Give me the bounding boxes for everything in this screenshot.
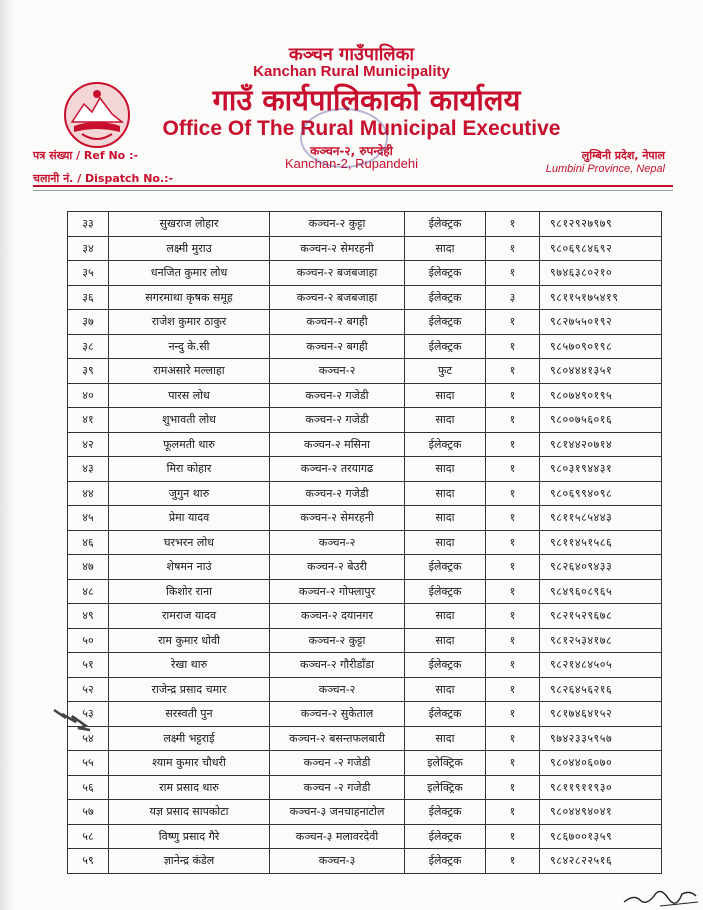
address-cell: कञ्चन-३ मलावरदेवी	[270, 824, 405, 849]
address-en: Kanchan-2, Rupandehi	[285, 156, 418, 171]
quantity-cell: १	[486, 359, 540, 384]
quantity-cell: १	[486, 506, 540, 531]
row-number-cell: ४२	[68, 432, 109, 457]
quantity-cell: १	[486, 653, 540, 678]
name-cell: लक्ष्मी मुराउ	[109, 236, 270, 261]
phone-cell: ९८०४४९४०४१	[540, 800, 662, 825]
phone-cell: ९८०६९८४६९२	[540, 236, 662, 261]
phone-cell: ९८०६९९४०९८	[540, 481, 662, 506]
name-cell: लक्ष्मी भट्टराई	[109, 726, 270, 751]
type-cell: फुट	[405, 359, 486, 384]
type-cell: सादा	[405, 236, 486, 261]
table-row	[68, 604, 662, 629]
quantity-cell: १	[486, 261, 540, 286]
row-number-cell: ५०	[68, 628, 109, 653]
table-row	[68, 849, 662, 874]
row-number-cell: ४५	[68, 506, 109, 531]
table-row	[68, 579, 662, 604]
type-cell: सादा	[405, 457, 486, 482]
type-cell: ईलेक्ट्रक	[405, 824, 486, 849]
quantity-cell: १	[486, 334, 540, 359]
address-cell: कञ्चन-२ सुकेताल	[270, 702, 405, 727]
address-cell: कञ्चन-२ दयानगर	[270, 604, 405, 629]
type-cell: इलेक्ट्रिक	[405, 751, 486, 776]
type-cell: ईलेक्ट्रक	[405, 432, 486, 457]
phone-cell: ९८१७४६४१५२	[540, 702, 662, 727]
name-cell: सुखराज लोहार	[109, 212, 270, 237]
name-cell: शेषमन नाउं	[109, 555, 270, 580]
type-cell: ईलेक्ट्रक	[405, 261, 486, 286]
row-number-cell: ५५	[68, 751, 109, 776]
table-row	[68, 726, 662, 751]
quantity-cell: १	[486, 457, 540, 482]
phone-cell: ९८१२५३४१७८	[540, 628, 662, 653]
name-cell: धनजित कुमार लोध	[109, 261, 270, 286]
quantity-cell: १	[486, 555, 540, 580]
name-cell: सगरमाथा कृषक समूह	[109, 285, 270, 310]
row-number-cell: ४९	[68, 604, 109, 629]
name-cell: सरस्वती पुन	[109, 702, 270, 727]
quantity-cell: १	[486, 530, 540, 555]
name-cell: पारस लोध	[109, 383, 270, 408]
type-cell: सादा	[405, 530, 486, 555]
name-cell: फूलमती थारु	[109, 432, 270, 457]
row-number-cell: ४८	[68, 579, 109, 604]
address-cell: कञ्चन-२ बसन्तफलबारी	[270, 726, 405, 751]
province-en: Lumbini Province, Nepal	[545, 163, 665, 175]
quantity-cell: १	[486, 604, 540, 629]
name-cell: मिरा कोहार	[109, 457, 270, 482]
address-cell: कञ्चन-३ जनचाहनाटोल	[270, 800, 405, 825]
phone-cell: ९८४२८२२५१६	[540, 849, 662, 874]
row-number-cell: ४३	[68, 457, 109, 482]
table-row	[68, 555, 662, 580]
name-cell: यज्ञ प्रसाद सापकोटा	[109, 800, 270, 825]
municipality-name-np: कञ्चन गाउँपालिका	[288, 44, 415, 65]
phone-cell: ९८४९६०८९६५	[540, 579, 662, 604]
table-row	[68, 530, 662, 555]
phone-cell: ९८०४४४१३५१	[540, 359, 662, 384]
type-cell: ईलेक्ट्रक	[405, 212, 486, 237]
phone-cell: ९८१२९२७९७९	[540, 212, 662, 237]
phone-cell: ९८११९११९३०	[540, 775, 662, 800]
quantity-cell: १	[486, 579, 540, 604]
row-number-cell: ३३	[68, 212, 109, 237]
type-cell: ईलेक्ट्रक	[405, 849, 486, 874]
name-cell: ज्ञानेन्द्र कंडेल	[109, 849, 270, 874]
row-number-cell: ५६	[68, 775, 109, 800]
row-number-cell: ५३	[68, 702, 109, 727]
phone-cell: ९८२१५२९६७८	[540, 604, 662, 629]
quantity-cell: १	[486, 628, 540, 653]
quantity-cell: १	[486, 800, 540, 825]
type-cell: सादा	[405, 628, 486, 653]
name-cell: राजेश कुमार ठाकुर	[109, 310, 270, 335]
address-cell: कञ्चन-२ गजेडी	[270, 383, 405, 408]
phone-cell: ९८२६४५६२१६	[540, 677, 662, 702]
quantity-cell: १	[486, 408, 540, 433]
quantity-cell: १	[486, 236, 540, 261]
table-row	[68, 310, 662, 335]
address-cell: कञ्चन-२ गजेडी	[270, 481, 405, 506]
dispatch-no-label: चलानी नं. / Dispatch No.:-	[33, 172, 174, 185]
address-cell: कञ्चन-२ कुट्टा	[270, 212, 405, 237]
name-cell: घरभरन लोध	[109, 530, 270, 555]
phone-cell: ९८२६४०९४३३	[540, 555, 662, 580]
ref-no-label: पत्र संख्या / Ref No :-	[33, 149, 139, 162]
name-cell: विष्णु प्रसाद गैरे	[109, 824, 270, 849]
name-cell: रामराज यादव	[109, 604, 270, 629]
address-cell: कञ्चन-२ गजेडी	[270, 408, 405, 433]
name-cell: प्रेमा यादव	[109, 506, 270, 531]
phone-cell: ९७४२३३५९५७	[540, 726, 662, 751]
office-title-np: गाउँ कार्यपालिकाको कार्यालय	[212, 83, 521, 117]
table-row	[68, 824, 662, 849]
row-number-cell: ४६	[68, 530, 109, 555]
table-row	[68, 212, 662, 237]
table-row	[68, 285, 662, 310]
province-np: लुम्बिनी प्रदेश, नेपाल	[581, 149, 665, 162]
address-cell: कञ्चन -२ गजेडी	[270, 751, 405, 776]
row-number-cell: ५२	[68, 677, 109, 702]
phone-cell: ९८५७०९०१९८	[540, 334, 662, 359]
table-row	[68, 702, 662, 727]
table-row	[68, 775, 662, 800]
type-cell: इलेक्ट्रिक	[405, 775, 486, 800]
name-cell: जुगुन थारु	[109, 481, 270, 506]
type-cell: सादा	[405, 677, 486, 702]
ink-smudge	[52, 704, 92, 732]
row-number-cell: ५७	[68, 800, 109, 825]
address-cell: कञ्चन-२	[270, 677, 405, 702]
table-row	[68, 236, 662, 261]
row-number-cell: ३९	[68, 359, 109, 384]
quantity-cell: १	[486, 849, 540, 874]
quantity-cell: १	[486, 383, 540, 408]
type-cell: ईलेक्ट्रक	[405, 310, 486, 335]
row-number-cell: ३५	[68, 261, 109, 286]
row-number-cell: ५१	[68, 653, 109, 678]
address-cell: कञ्चन-२ गौरीडाँडा	[270, 653, 405, 678]
type-cell: सादा	[405, 506, 486, 531]
address-cell: कञ्चन-२ सेमरहनी	[270, 236, 405, 261]
name-cell: राम कुमार धोवी	[109, 628, 270, 653]
address-cell: कञ्चन-२ तरयागढ	[270, 457, 405, 482]
table-row	[68, 457, 662, 482]
phone-cell: ९८००७५६०१६	[540, 408, 662, 433]
name-cell: किशोर राना	[109, 579, 270, 604]
header-rule-red	[33, 185, 673, 187]
office-stamp	[300, 108, 388, 168]
row-number-cell: ५४	[68, 726, 109, 751]
address-cell: कञ्चन-३	[270, 849, 405, 874]
name-cell: राजेन्द्र प्रसाद चमार	[109, 677, 270, 702]
phone-cell: ९८२७५५०१९२	[540, 310, 662, 335]
name-cell: रेखा थारु	[109, 653, 270, 678]
row-number-cell: ४७	[68, 555, 109, 580]
phone-cell: ९८१४४२०७१४	[540, 432, 662, 457]
type-cell: सादा	[405, 481, 486, 506]
type-cell: सादा	[405, 383, 486, 408]
row-number-cell: ३८	[68, 334, 109, 359]
type-cell: सादा	[405, 408, 486, 433]
beneficiary-table	[67, 211, 662, 874]
address-cell: कञ्चन-२ बजबजाहा	[270, 285, 405, 310]
table-row	[68, 408, 662, 433]
type-cell: ईलेक्ट्रक	[405, 800, 486, 825]
name-cell: नन्दु के.सी	[109, 334, 270, 359]
phone-cell: ९८११५८५४४३	[540, 506, 662, 531]
address-cell: कञ्चन-२	[270, 530, 405, 555]
type-cell: सादा	[405, 604, 486, 629]
type-cell: ईलेक्ट्रक	[405, 555, 486, 580]
address-cell: कञ्चन-२ बगही	[270, 334, 405, 359]
type-cell: सादा	[405, 726, 486, 751]
phone-cell: ९८६७००१३५९	[540, 824, 662, 849]
office-title-en: Office Of The Rural Municipal Executive	[162, 117, 561, 140]
type-cell: ईलेक्ट्रक	[405, 579, 486, 604]
address-cell: कञ्चन-२ कुट्टा	[270, 628, 405, 653]
phone-cell: ९८०७४९०१९५	[540, 383, 662, 408]
header-rule-grey	[33, 190, 673, 191]
row-number-cell: ३४	[68, 236, 109, 261]
address-np: कञ्चन-२, रुपन्देही	[310, 144, 393, 158]
table-row	[68, 628, 662, 653]
table-row	[68, 334, 662, 359]
address-cell: कञ्चन-२ बजबजाहा	[270, 261, 405, 286]
table-row	[68, 677, 662, 702]
type-cell: ईलेक्ट्रक	[405, 285, 486, 310]
address-cell: कञ्चन-२ मसिना	[270, 432, 405, 457]
name-cell: शुभावती लोध	[109, 408, 270, 433]
row-number-cell: ४४	[68, 481, 109, 506]
row-number-cell: ५९	[68, 849, 109, 874]
row-number-cell: ३६	[68, 285, 109, 310]
table-row	[68, 751, 662, 776]
row-number-cell: ५८	[68, 824, 109, 849]
table-row	[68, 653, 662, 678]
municipality-name-en: Kanchan Rural Municipality	[253, 63, 450, 80]
quantity-cell: १	[486, 481, 540, 506]
address-cell: कञ्चन-२	[270, 359, 405, 384]
address-cell: कञ्चन-२ बेउरी	[270, 555, 405, 580]
quantity-cell: १	[486, 432, 540, 457]
name-cell: श्याम कुमार चौधरी	[109, 751, 270, 776]
quantity-cell: ३	[486, 285, 540, 310]
quantity-cell: १	[486, 677, 540, 702]
table-row	[68, 506, 662, 531]
type-cell: ईलेक्ट्रक	[405, 653, 486, 678]
phone-cell: ९७४६३८०२१०	[540, 261, 662, 286]
row-number-cell: ३७	[68, 310, 109, 335]
row-number-cell: ४०	[68, 383, 109, 408]
table-row	[68, 481, 662, 506]
phone-cell: ९८२१४८४५०५	[540, 653, 662, 678]
quantity-cell: १	[486, 310, 540, 335]
table-row	[68, 261, 662, 286]
table-row	[68, 383, 662, 408]
quantity-cell: १	[486, 751, 540, 776]
type-cell: ईलेक्ट्रक	[405, 334, 486, 359]
handwritten-signature	[620, 872, 700, 908]
quantity-cell: १	[486, 726, 540, 751]
phone-cell: ९८११४५१५८६	[540, 530, 662, 555]
quantity-cell: १	[486, 775, 540, 800]
name-cell: रामअसारे मल्लाहा	[109, 359, 270, 384]
type-cell: ईलेक्ट्रक	[405, 702, 486, 727]
phone-cell: ९८०३१९४४३१	[540, 457, 662, 482]
row-number-cell: ४१	[68, 408, 109, 433]
table-row	[68, 800, 662, 825]
name-cell: राम प्रसाद थारु	[109, 775, 270, 800]
address-cell: कञ्चन -२ गजेडी	[270, 775, 405, 800]
table-row	[68, 359, 662, 384]
phone-cell: ९८०४४०६०७०	[540, 751, 662, 776]
address-cell: कञ्चन-२ सेमरहनी	[270, 506, 405, 531]
phone-cell: ९८११५१७५४१९	[540, 285, 662, 310]
table-row	[68, 432, 662, 457]
address-cell: कञ्चन-२ गोफ्लापुर	[270, 579, 405, 604]
quantity-cell: १	[486, 702, 540, 727]
quantity-cell: १	[486, 212, 540, 237]
address-cell: कञ्चन-२ बगही	[270, 310, 405, 335]
quantity-cell: १	[486, 824, 540, 849]
